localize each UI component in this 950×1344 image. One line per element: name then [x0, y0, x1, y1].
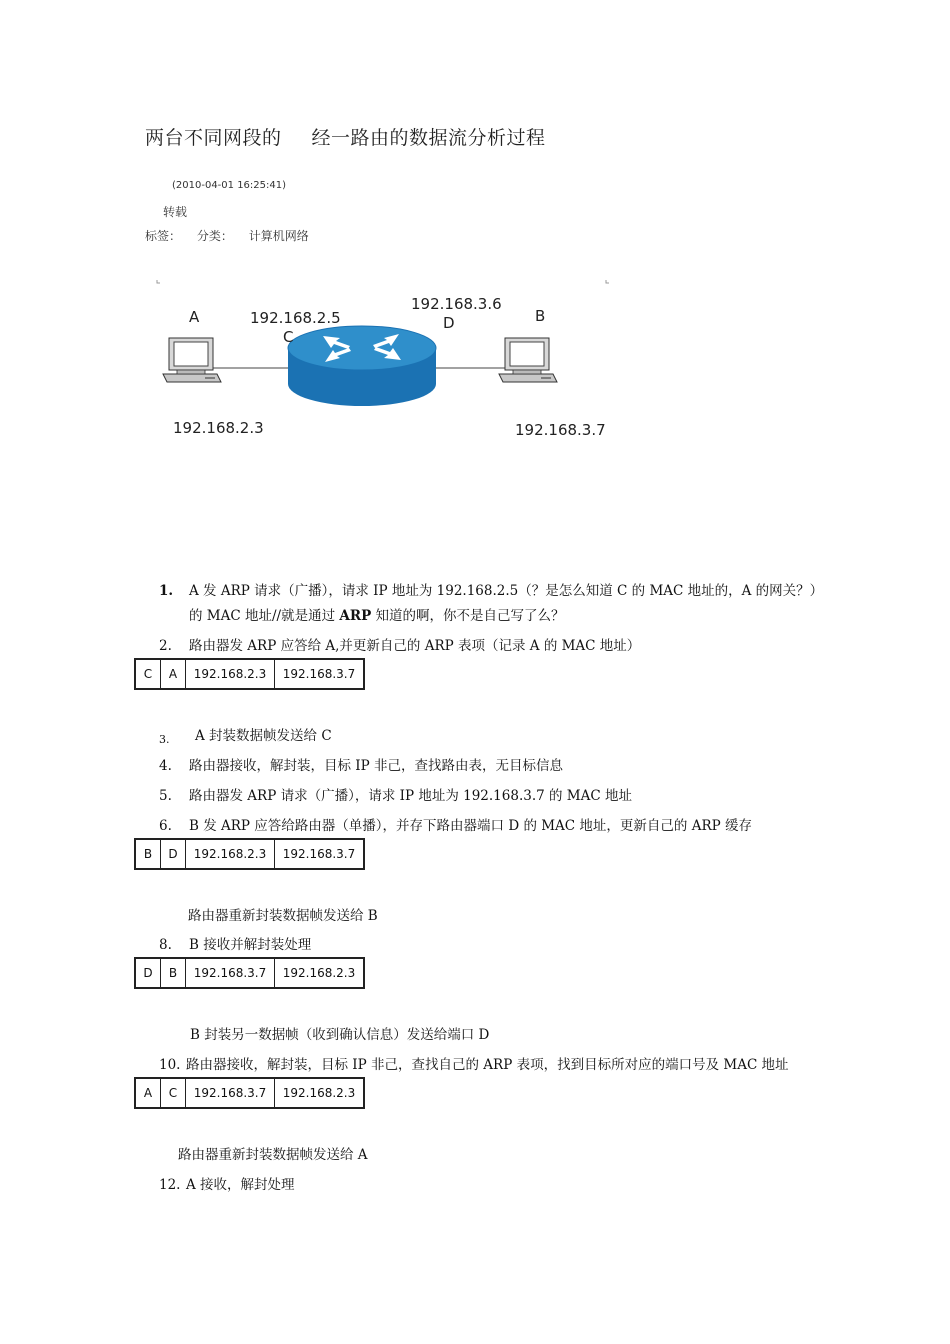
frame-cell: 192.168.2.3: [186, 839, 275, 869]
frame-cell: 192.168.3.7: [275, 659, 365, 689]
step-3-text: A 封装数据帧发送给 C: [195, 728, 332, 744]
network-diagram: [155, 276, 615, 446]
step-4: [159, 754, 563, 774]
title-part-1: 两台不同网段的: [145, 127, 282, 149]
step-12-text: A 接收，解封处理: [186, 1177, 295, 1193]
step-4-text: 路由器接收，解封装，目标 IP 非己，查找路由表，无目标信息: [189, 758, 563, 774]
step-3-number: 3.: [159, 733, 170, 746]
host-b-label: B: [535, 307, 546, 325]
port-d-label: D: [443, 314, 455, 332]
frame-cell: 192.168.3.7: [275, 839, 365, 869]
port-d-ip: 192.168.3.6: [411, 295, 502, 313]
step-1-text: A 发 ARP 请求（广播），请求 IP 地址为 192.168.2.5（？是怎么知道 C 的 MAC 地址的，A 的网关？）: [189, 583, 824, 599]
frame-table-4: [134, 1077, 365, 1109]
step-5-text: 路由器发 ARP 请求（广播），请求 IP 地址为 192.168.3.7 的 MAC 地址: [189, 788, 632, 804]
category-value[interactable]: 计算机网络: [248, 229, 309, 243]
step-1: [159, 579, 823, 599]
frame-cell: A: [161, 659, 186, 689]
step-10: [159, 1053, 789, 1073]
step-1-line2-pre: 的 MAC 地址//就是通过: [189, 608, 340, 624]
frame-cell: A: [135, 1078, 161, 1108]
step-2-number: 2.: [159, 638, 172, 654]
step-6-number: 6.: [159, 818, 172, 834]
step-6: [159, 814, 752, 834]
step-1-line2-bold: ARP: [339, 608, 372, 624]
tags-label: 标签：: [145, 229, 182, 243]
step-9-text: B 封装另一数据帧（收到确认信息）发送给端口 D: [190, 1027, 490, 1043]
category-label: 分类：: [196, 229, 233, 243]
frame-row: [135, 659, 364, 689]
step-11: [178, 1143, 368, 1163]
step-8: [159, 933, 311, 953]
step-2: [159, 634, 640, 654]
page-title: [145, 123, 546, 150]
step-5: [159, 784, 632, 804]
step-8-text: B 接收并解封装处理: [189, 937, 312, 953]
router-icon: [288, 326, 436, 406]
post-date: (2010-04-01 16:25:41): [172, 180, 287, 191]
step-6-text: B 发 ARP 应答给路由器（单播），并存下路由器端口 D 的 MAC 地址，更新自己的 ARP 缓存: [189, 818, 753, 834]
step-8-number: 8.: [159, 937, 172, 953]
step-1-line2-post: 知道的啊，你不是自己写了么？: [371, 608, 565, 624]
title-part-2: 经一路由的数据流分析过程: [311, 127, 546, 149]
step-7-text: 路由器重新封装数据帧发送给 B: [188, 908, 378, 924]
step-1-number: 1.: [159, 583, 174, 599]
frame-row: [135, 958, 364, 988]
tags-row: [145, 227, 329, 244]
corner-marks: [157, 280, 609, 283]
frame-cell: B: [161, 958, 186, 988]
host-a-ip: 192.168.2.3: [173, 419, 264, 437]
frame-cell: D: [135, 958, 161, 988]
frame-table-1: [134, 658, 365, 690]
host-b-ip: 192.168.3.7: [515, 421, 606, 439]
repost-label: 转载: [163, 205, 188, 219]
host-a-label: A: [189, 308, 200, 326]
step-12-number: 12.: [159, 1177, 181, 1193]
step-11-text: 路由器重新封装数据帧发送给 A: [178, 1147, 368, 1163]
frame-row: [135, 1078, 364, 1108]
port-c-label: C: [283, 328, 294, 346]
computer-b-icon: [499, 338, 557, 382]
step-2-text: 路由器发 ARP 应答给 A,并更新自己的 ARP 表项（记录 A 的 MAC 地址）: [189, 638, 641, 654]
frame-cell: C: [161, 1078, 186, 1108]
step-10-number: 10.: [159, 1057, 181, 1073]
step-3: [159, 724, 332, 746]
frame-row: [135, 839, 364, 869]
frame-cell: 192.168.2.3: [186, 659, 275, 689]
frame-cell: B: [135, 839, 161, 869]
frame-table-3: [134, 957, 365, 989]
step-10-text: 路由器接收，解封装，目标 IP 非己，查找自己的 ARP 表项，找到目标所对应的端口号及 MAC 地址: [186, 1057, 789, 1073]
frame-cell: 192.168.3.7: [186, 1078, 275, 1108]
frame-cell: D: [161, 839, 186, 869]
port-c-ip: 192.168.2.5: [250, 309, 341, 327]
frame-cell: 192.168.2.3: [275, 1078, 365, 1108]
computer-a-icon: [163, 338, 221, 382]
step-9: [190, 1023, 489, 1043]
frame-cell: C: [135, 659, 161, 689]
step-1-continued: [189, 604, 565, 624]
step-5-number: 5.: [159, 788, 172, 804]
step-12: [159, 1173, 295, 1193]
step-4-number: 4.: [159, 758, 172, 774]
frame-cell: 192.168.3.7: [186, 958, 275, 988]
frame-table-2: [134, 838, 365, 870]
step-7: [188, 904, 378, 924]
frame-cell: 192.168.2.3: [275, 958, 365, 988]
